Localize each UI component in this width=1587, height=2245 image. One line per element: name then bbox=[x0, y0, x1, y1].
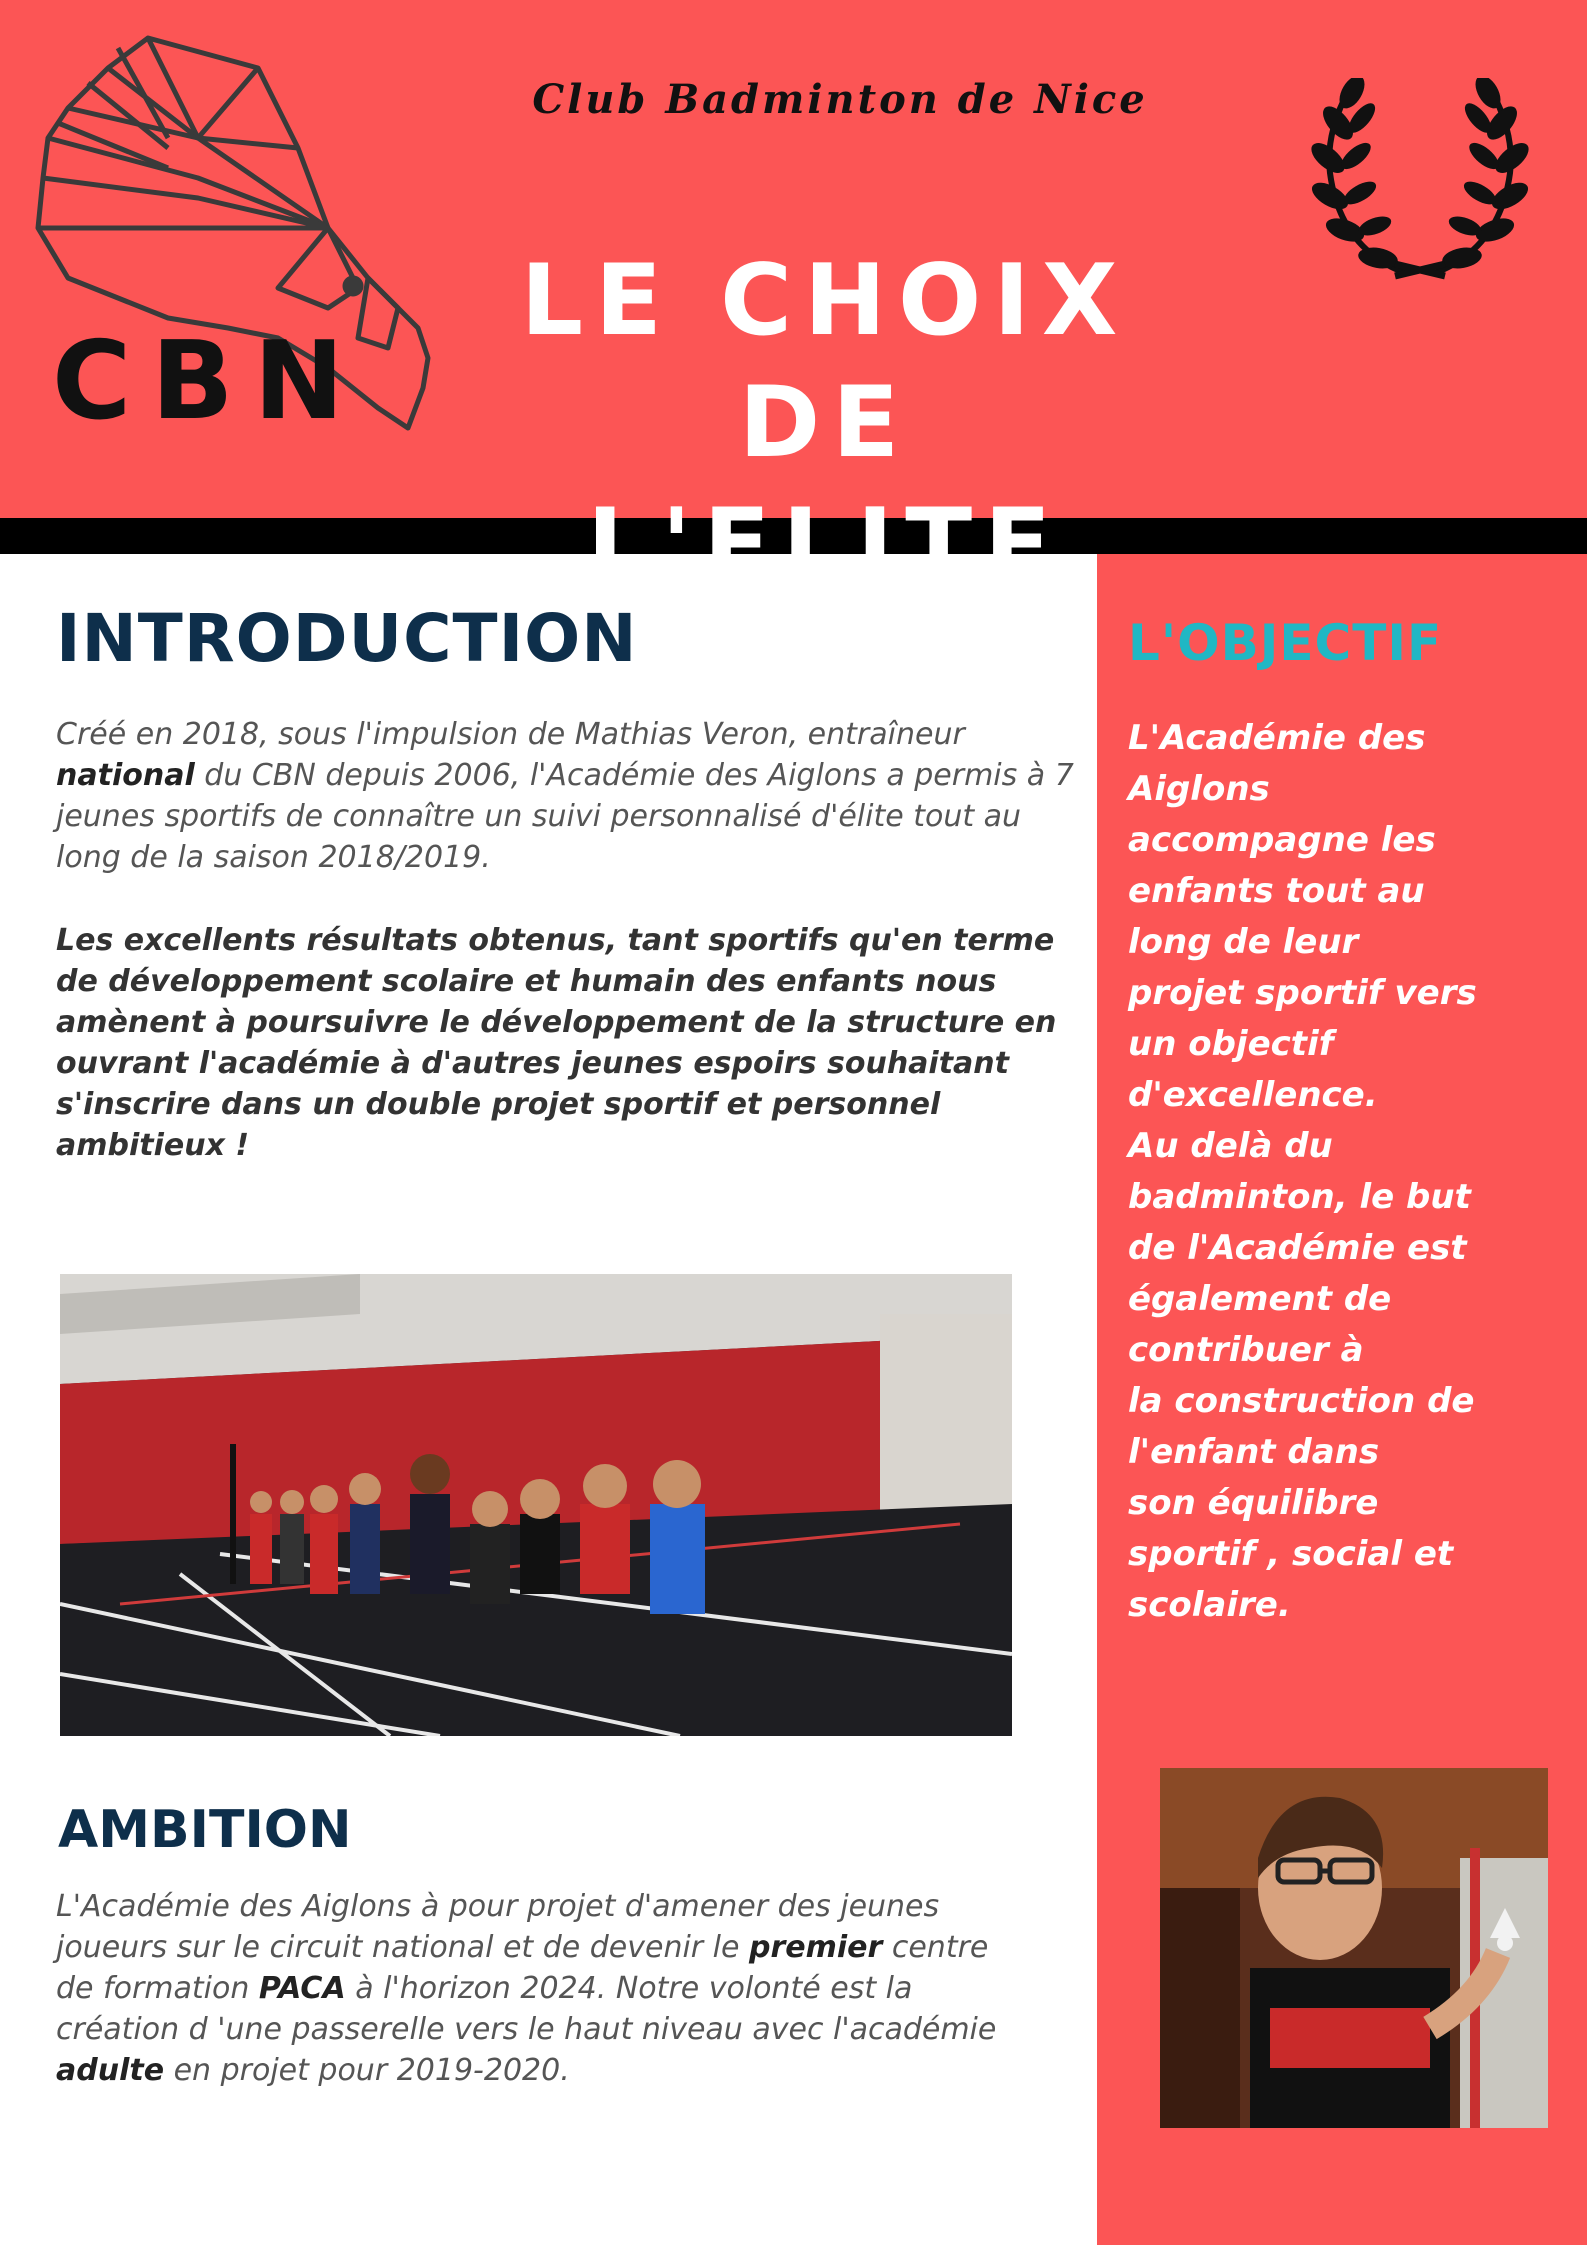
objectif-line: la construction de bbox=[1128, 1381, 1475, 1421]
page-title bbox=[430, 240, 1220, 606]
ambition-paragraph bbox=[56, 1886, 1086, 2091]
objectif-heading: L'OBJECTIF bbox=[1128, 614, 1443, 672]
ambition-line bbox=[56, 1968, 1086, 2009]
intro-text: Créé en 2018, sous l'impulsion de Mathias Veron, entraîneur bbox=[56, 717, 965, 752]
objectif-line: également de bbox=[1128, 1279, 1392, 1319]
objectif-line: son équilibre bbox=[1128, 1483, 1379, 1523]
objectif-line: de l'Académie est bbox=[1128, 1228, 1467, 1268]
ambition-text: en projet pour 2019-2020. bbox=[164, 2053, 570, 2088]
objectif-line: Aiglons bbox=[1128, 769, 1270, 809]
title-line-1: LE CHOIX DE bbox=[520, 244, 1130, 480]
team-photo bbox=[60, 1274, 1012, 1736]
ambition-line bbox=[56, 2050, 1086, 2091]
objectif-line: l'enfant dans bbox=[1128, 1432, 1380, 1472]
objectif-line: un objectif bbox=[1128, 1024, 1334, 1064]
ambition-line: création d 'une passerelle vers le haut niveau avec l'académie bbox=[56, 2012, 997, 2047]
objectif-line: d'excellence. bbox=[1128, 1075, 1378, 1115]
objectif-line: scolaire. bbox=[1128, 1585, 1291, 1625]
objectif-line: enfants tout au bbox=[1128, 871, 1425, 911]
objectif-line: Au delà du bbox=[1128, 1126, 1333, 1166]
objectif-line: badminton, le but bbox=[1128, 1177, 1471, 1217]
ambition-text: centre bbox=[882, 1930, 989, 1965]
objectif-line: projet sportif vers bbox=[1128, 973, 1477, 1013]
objectif-line: sportif , social et bbox=[1128, 1534, 1454, 1574]
objectif-line: long de leur bbox=[1128, 922, 1359, 962]
intro-text-continued: du CBN depuis 2006, l'Académie des Aiglons a permis à 7 jeunes sportifs de connaître un suivi personnalisé d'élite tout au long de la saison 2018/2019. bbox=[56, 758, 1074, 875]
cbn-logo-text: CBN bbox=[52, 319, 364, 444]
player-photo bbox=[1160, 1768, 1548, 2128]
club-name: Club Badminton de Nice bbox=[532, 76, 1148, 123]
ambition-text: de formation bbox=[56, 1971, 259, 2006]
title-line-2: L'ELITE bbox=[586, 488, 1064, 602]
introduction-paragraph-bold: Les excellents résultats obtenus, tant sportifs qu'en terme de développement scolaire et humain des enfants nous amènent à poursuivre le développement de la structure en ouvrant l'académie à d'autres jeunes espoirs souhaitant s'inscrire dans un double projet sportif et personnel ambitieux ! bbox=[56, 923, 1057, 1163]
intro-emphasis: national bbox=[56, 758, 195, 793]
introduction-paragraph bbox=[56, 714, 1086, 878]
ambition-emphasis: adulte bbox=[56, 2053, 165, 2088]
objectif-line: accompagne les bbox=[1128, 820, 1436, 860]
ambition-line bbox=[56, 1927, 1086, 1968]
objectif-line: contribuer à bbox=[1128, 1330, 1364, 1370]
ambition-emphasis: premier bbox=[749, 1930, 883, 1965]
laurel-wreath-icon bbox=[1310, 78, 1530, 288]
ambition-text: joueurs sur le circuit national et de devenir le bbox=[56, 1930, 749, 1965]
ambition-text: à l'horizon 2024. Notre volonté est la bbox=[345, 1971, 913, 2006]
team-photo-illustration bbox=[60, 1274, 1012, 1736]
ambition-line: L'Académie des Aiglons à pour projet d'amener des jeunes bbox=[56, 1889, 940, 1924]
introduction-heading: INTRODUCTION bbox=[56, 600, 638, 677]
ambition-emphasis: PACA bbox=[258, 1971, 346, 2006]
laurel-wreath bbox=[1310, 78, 1530, 288]
objectif-line: L'Académie des bbox=[1128, 718, 1426, 758]
objectif-paragraph bbox=[1128, 713, 1578, 1631]
player-photo-illustration bbox=[1160, 1768, 1548, 2128]
ambition-heading: AMBITION bbox=[58, 1800, 352, 1860]
